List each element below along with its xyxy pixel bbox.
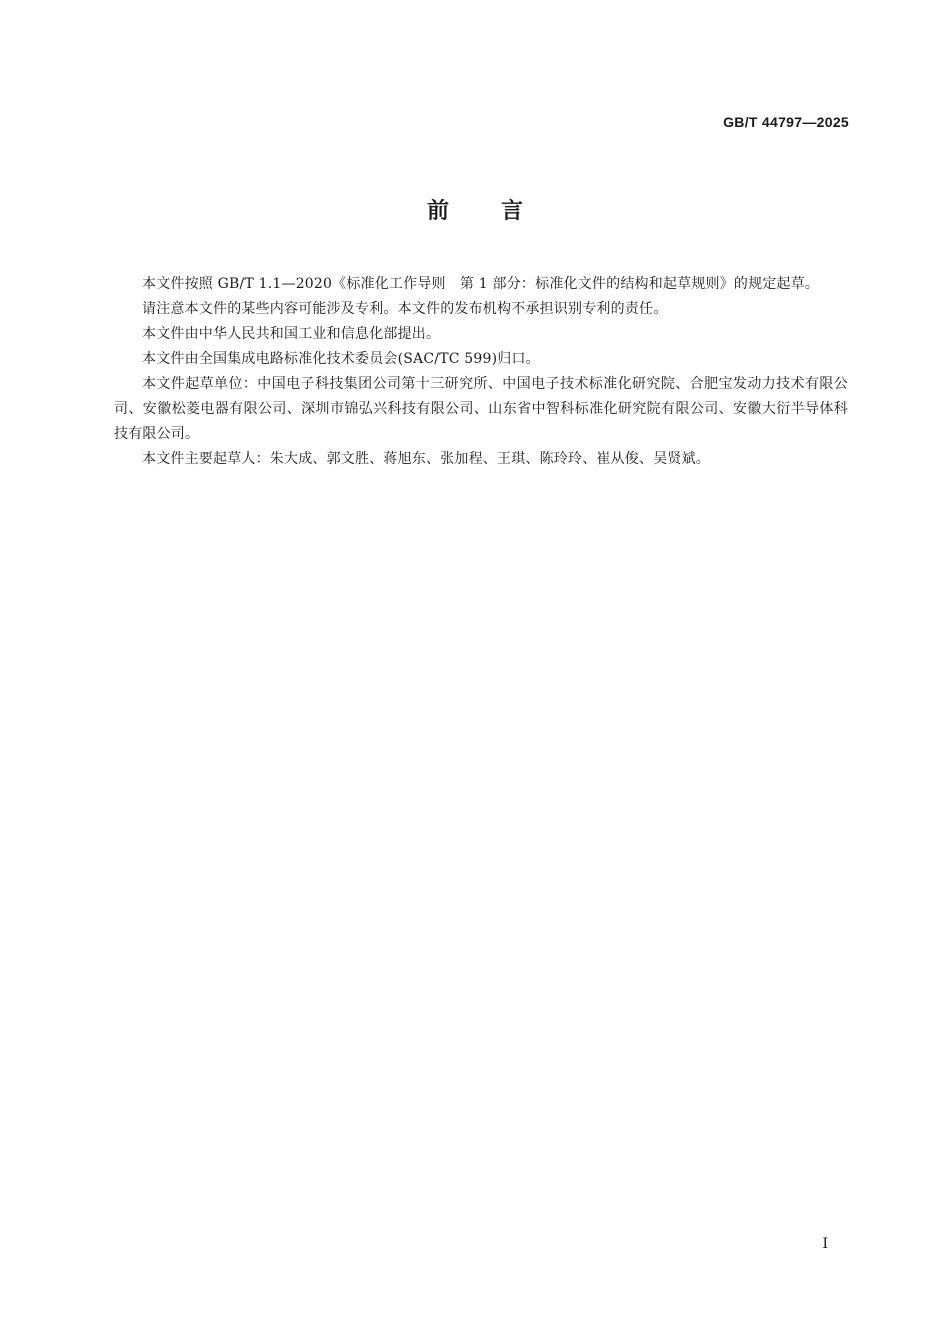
paragraph-committee: 本文件由全国集成电路标准化技术委员会(SAC/TC 599)归口。 (142, 351, 540, 367)
paragraph-drafting-rules: 本文件按照 GB/T 1.1—2020《标准化工作导则 第 1 部分：标准化文件的结构和起草规则》的规定起草。 (142, 276, 820, 292)
paragraph-proposer: 本文件由中华人民共和国工业和信息化部提出。 (142, 326, 441, 342)
title-part-1: 前 (426, 199, 449, 224)
paragraph-patent-notice: 请注意本文件的某些内容可能涉及专利。本文件的发布机构不承担识别专利的责任。 (142, 301, 668, 317)
standard-code: GB/T 44797—2025 (723, 114, 849, 130)
page-title (0, 194, 950, 225)
foreword-body (114, 272, 848, 472)
title-part-2: 言 (501, 199, 524, 224)
page-number: I (822, 1236, 828, 1252)
paragraph-drafters: 本文件主要起草人：朱大成、郭文胜、蒋旭东、张加程、王琪、陈玲玲、崔从俊、吴贤斌。 (142, 451, 710, 467)
paragraph-drafting-units: 本文件起草单位：中国电子科技集团公司第十三研究所、中国电子技术标准化研究院、合肥宝发动力技术有限公司、安徽松菱电器有限公司、深圳市锦弘兴科技有限公司、山东省中智科标准化研究院有限公司、安徽大衍半导体科技有限公司。 (114, 376, 848, 442)
